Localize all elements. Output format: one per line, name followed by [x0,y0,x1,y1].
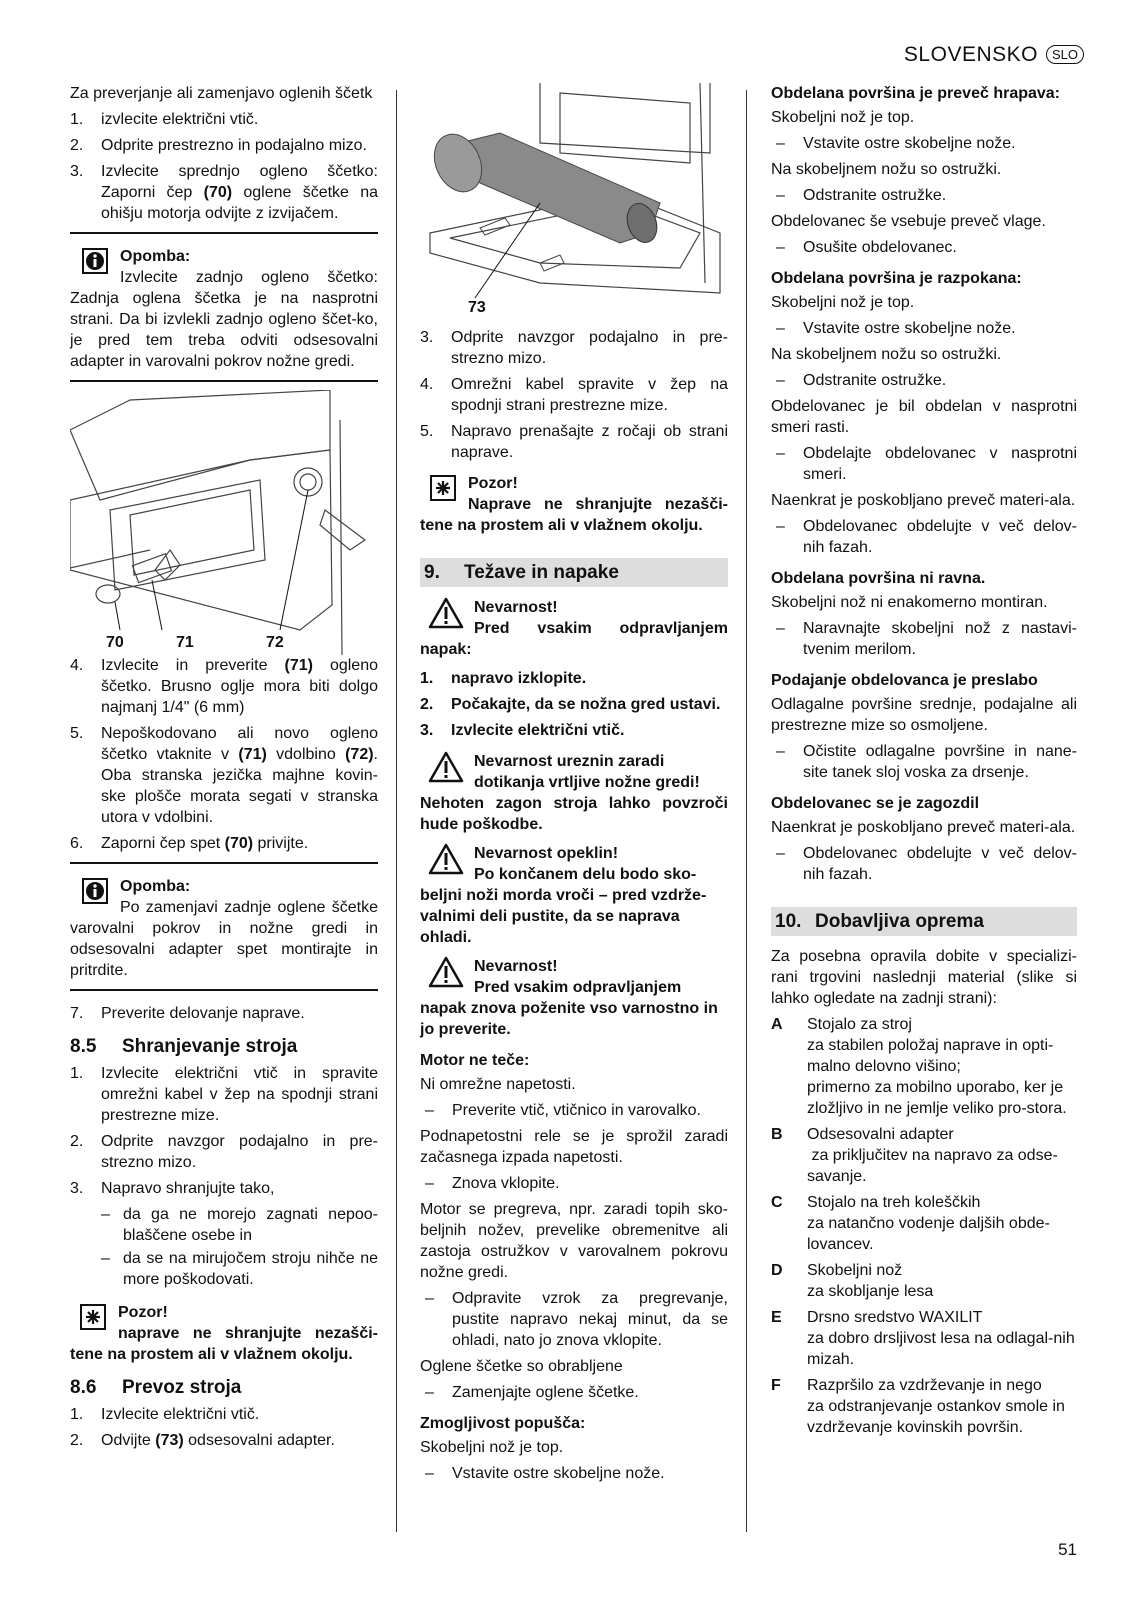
accessory-item: B Odsesovalni adapter za priključitev na napravo za odse-savanje. [771,1126,1058,1185]
caution-title: Pozor! [118,1304,168,1321]
section-heading-8-5: 8.5 Shranjevanje stroja [70,1036,298,1057]
figure-label: 71 [176,634,194,651]
divider [70,232,378,234]
troubleshoot-heading: Zmogljivost popušča: [420,1415,586,1432]
remedy-item: – Preverite vtič, vtičnico in varovalko. [425,1102,701,1119]
page-number: 51 [1058,1540,1077,1559]
cause-text: Motor se pregreva, npr. zaradi topih sko-beljnih nožev, prevelike obremenitve ali zastoja ostružkov v varovalnem pokrovu nožne gredi. [420,1201,728,1281]
list-item: 1. Izvlecite električni vtič. [70,1406,260,1423]
danger-title: Nevarnost! [474,599,558,616]
remedy-item: – Očistite odlagalne površine in nane-site tanek sloj voska za drsenje. [776,743,1077,781]
figure-adapter [420,83,728,319]
list-item: 2. Počakajte, da se nožna gred ustavi. [420,696,721,713]
note-box [70,872,378,981]
list-item: 3. Napravo shranjujte tako, [70,1180,275,1197]
figure-carbon-brush [70,390,378,655]
accessory-item: C Stojalo na treh koleščkih za natančno vodenje daljših obde-lovancev. [771,1194,1050,1253]
column-divider [746,90,747,1532]
note-box [70,242,378,372]
list-item: 4. Izvlecite in preverite (71) ogleno ščetko. Brusno oglje mora biti dolgo najmanj 1/4" (6 mm) [70,657,378,716]
caution-title: Pozor! [468,475,518,492]
column-2 [420,83,728,1489]
bold-steps-list [420,668,728,741]
list-item: 1. napravo izklopite. [420,670,587,687]
figure-label: 70 [106,634,124,651]
danger-text: Pred vsakim odpravljanjem napak: [420,620,728,658]
list-item: 5. Napravo prenašajte z ročaji ob strani naprave. [420,423,728,461]
caution-icon [80,1304,106,1330]
danger-text: Nehoten zagon stroja lahko povzroči hude poškodbe. [420,795,728,833]
list-item: 4. Omrežni kabel spravite v žep na spodnji strani prestrezne mize. [420,376,728,414]
divider [70,989,378,991]
page-header [904,44,1084,65]
list-item: 6. Zaporni čep spet (70) privijte. [70,835,309,852]
troubleshoot-heading: Obdelana površina je preveč hrapava: [771,85,1061,102]
list-item: 3. Izvlecite električni vtič. [420,722,625,739]
cause-text: Na skobeljnem nožu so ostružki. [771,346,1002,363]
accessory-item: E Drsno sredstvo WAXILIT za dobro drsljivost lesa na odlagal-nih mizah. [771,1309,1075,1368]
danger-title: Nevarnost! [474,958,558,975]
warning-icon [428,597,464,629]
danger-box [420,597,728,660]
figure-label: 73 [468,299,486,316]
list-item: 3. Odprite navzgor podajalno in pre-strezno mizo. [420,329,728,367]
troubleshoot-heading: Obdelana površina je razpokana: [771,270,1022,287]
note-text: Izvlecite zadnjo ogleno ščetko: Zadnja oglena ščetka je na nasprotni strani. Da bi izvlekli zadnjo ogleno ščet-ko, je pred tem treba odviti odsesovalni adapter in varovalni pokrov nožne gredi. [70,269,378,370]
language-badge: SLO [1046,45,1084,64]
cause-text: Naenkrat je poskobljano preveč materi-ala. [771,492,1076,509]
cause-text: Skobeljni nož je top. [420,1439,564,1456]
caution-box [420,469,728,536]
divider [70,862,378,864]
accessories-list [771,1014,1077,1438]
cause-text: Obdelovanec je bil obdelan v nasprotni smeri rasti. [771,398,1077,436]
figure-label: 72 [266,634,284,651]
steps-list-b [70,655,378,854]
list-item: 2. Odprite navzgor podajalno in pre-strezno mizo. [70,1133,378,1171]
cause-text: Podnapetostni rele se je sprožil zaradi začasnega izpada napetosti. [420,1128,728,1166]
note-title: Opomba: [120,248,191,265]
cause-text: Oglene ščetke so obrabljene [420,1358,623,1375]
cause-text: Skobeljni nož ni enakomerno montiran. [771,594,1048,611]
column-3 [771,83,1077,1443]
danger-title: Nevarnost ureznin zaradi dotikanja vrtljive nožne gredi! [474,753,700,791]
info-icon [82,878,108,904]
column-divider [396,90,397,1532]
cause-text: Na skobeljnem nožu so ostružki. [771,161,1002,178]
remedy-item: – Osušite obdelovanec. [776,239,957,256]
steps-list [420,327,728,463]
danger-box [420,956,728,1040]
danger-box [420,843,728,948]
language-label: SLOVENSKO [903,43,1038,66]
list-item: 7. Preverite delovanje naprave. [70,1005,305,1022]
accessory-item: A Stojalo za stroj za stabilen položaj naprave in opti-malno delovno višino; primerno za mobilno uporabo, ker je zložljivo in ne jemlje veliko pro-stora. [771,1016,1067,1117]
troubleshoot-heading: Obdelana površina ni ravna. [771,570,986,587]
column-1 [70,83,378,1456]
steps-list-8-6 [70,1404,378,1451]
cause-text: Odlagalne površine srednje, podajalne ali prestrezne mize so osmoljene. [771,696,1077,734]
dash-item: – da se na mirujočem stroju nihče ne more poškodovati. [101,1250,378,1288]
list-item: 1. izvlecite električni vtič. [70,111,259,128]
remedy-item: – Odstranite ostružke. [776,187,947,204]
extraction-adapter-illustration [420,83,728,319]
danger-title: Nevarnost opeklin! [474,845,619,862]
caution-box [70,1298,378,1365]
cause-text: Skobeljni nož je top. [771,109,915,126]
accessory-item: F Razpršilo za vzdrževanje in nego za odstranjevanje ostankov smole in vzdrževanje kovinskih površin. [771,1377,1065,1436]
remedy-item: – Obdelajte obdelovanec v nasprotni smeri. [776,445,1077,483]
cause-text: Naenkrat je poskobljano preveč materi-ala. [771,819,1076,836]
accessory-item: D Skobeljni nož za skobljanje lesa [771,1262,934,1300]
remedy-item: – Odstranite ostružke. [776,372,947,389]
note-title: Opomba: [120,878,191,895]
carbon-brush-illustration [70,390,378,655]
caution-text: Naprave ne shranjujte nezašči-tene na prostem ali v vlažnem okolju. [420,496,728,534]
section-heading-10: 10. Dobavljiva oprema [771,907,1077,936]
remedy-item: – Vstavite ostre skobeljne nože. [776,135,1016,152]
warning-icon [428,843,464,875]
danger-text: Pred vsakim odpravljanjem napak znova poženite vso varnostno in jo preverite. [420,979,718,1038]
section-intro: Za posebna opravila dobite v specializi-rani trgovini naslednji material (slike si lahko ogledate na zadnji strani): [771,948,1077,1007]
warning-icon [428,956,464,988]
warning-icon [428,751,464,783]
steps-list-8-5 [70,1063,378,1199]
remedy-item: – Odpravite vzrok za pregrevanje, pustite napravo nekaj minut, da se ohladi, nato jo znova vklopite. [425,1290,728,1349]
section-heading-8-6: 8.6 Prevoz stroja [70,1377,242,1398]
remedy-item: – Vstavite ostre skobeljne nože. [776,320,1016,337]
remedy-item: – Obdelovanec obdelujte v več delov-nih fazah. [776,518,1077,556]
troubleshoot-heading: Motor ne teče: [420,1052,530,1069]
list-item: 1. Izvlecite električni vtič in spravite omrežni kabel v žep na spodnji strani prestrezne mize. [70,1065,378,1124]
troubleshoot-heading: Obdelovanec se je zagozdil [771,795,980,812]
remedy-item: – Znova vklopite. [425,1175,560,1192]
danger-box [420,751,728,835]
list-item: 2. Odvijte (73) odsesovalni adapter. [70,1432,335,1449]
danger-text: Po končanem delu bodo sko-beljni noži morda vroči – pred vzdrže-valnimi deli pustite, da se naprava ohladi. [420,866,707,946]
dash-item: – da ga ne morejo zagnati nepoo-blaščene osebe in [101,1206,378,1244]
info-icon [82,248,108,274]
section-heading-9: 9. Težave in napake [420,558,728,587]
cause-text: Skobeljni nož je top. [771,294,915,311]
remedy-item: – Naravnajte skobeljni nož z nastavi-tvenim merilom. [776,620,1077,658]
caution-icon [430,475,456,501]
caution-text: naprave ne shranjujte nezašči-tene na prostem ali v vlažnem okolju. [70,1325,378,1363]
steps-list-a [70,109,378,224]
remedy-item: – Obdelovanec obdelujte v več delov-nih fazah. [776,845,1077,883]
remedy-item: – Vstavite ostre skobeljne nože. [425,1465,665,1482]
remedy-item: – Zamenjajte oglene ščetke. [425,1384,639,1401]
intro-text: Za preverjanje ali zamenjavo oglenih ščetk [70,85,373,102]
note-text: Po zamenjavi zadnje oglene ščetke varovalni pokrov in nožne gredi in odsesovalni adapter spet montirajte in pritrdite. [70,899,378,979]
troubleshoot-heading: Podajanje obdelovanca je preslabo [771,672,1038,689]
list-item: 2. Odprite prestrezno in podajalno mizo. [70,137,367,154]
divider [70,380,378,382]
cause-text: Ni omrežne napetosti. [420,1076,576,1093]
list-item: 5. Nepoškodovano ali novo ogleno ščetko vtaknite v (71) vdolbino (72). Oba stranska jezička majhne kovin-ske plošče morata segati v stranska utora v vdolbini. [70,725,378,826]
list-item: 3. Izvlecite sprednjo ogleno ščetko: Zaporni čep (70) oglene ščetke na ohišju motorja odvijte z izvijačem. [70,163,379,222]
cause-text: Obdelovanec še vsebuje preveč vlage. [771,213,1046,230]
